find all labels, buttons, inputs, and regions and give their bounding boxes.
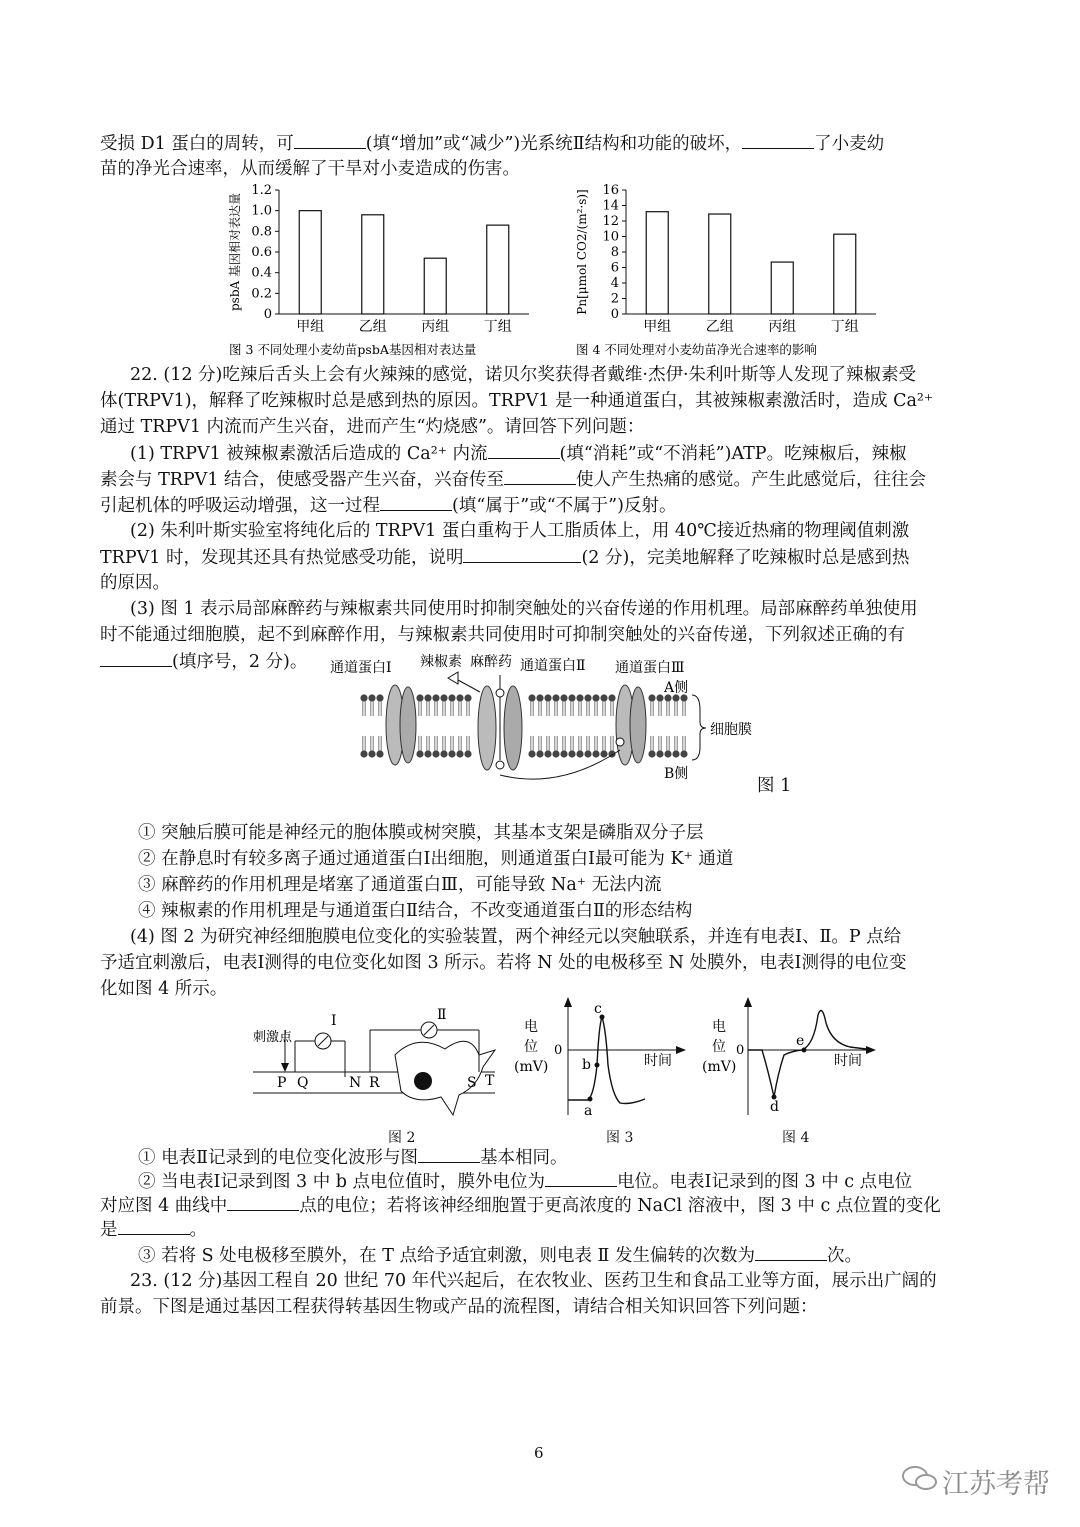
- lipid: [648, 736, 655, 758]
- category-label: 丙组: [768, 319, 797, 335]
- lipid: [544, 736, 551, 758]
- option-1: ① 突触后膜可能是神经元的胞体膜或树突膜，其基本支架是磷脂双分子层: [138, 823, 704, 843]
- lipid: [416, 694, 423, 716]
- q22-part2-line1: (2) 朱利叶斯实验室将纯化后的 TRPV1 蛋白重构于人工脂质体上，用 40℃接近热痛的物理阈值刺激: [130, 521, 910, 541]
- net-photosynthesis-chart: [572, 182, 902, 357]
- figure-3-caption: 图 3: [606, 1130, 634, 1146]
- y-axis-label: Pn[μmol CO2/(m²·s)]: [575, 189, 589, 315]
- lipid: [448, 736, 455, 758]
- sub-question-2-line1: ② 当电表Ⅰ记录到图 3 中 b 点电位值时，膜外电位为 电位。电表Ⅰ记录到的图 3 中 c 点电位: [138, 1168, 912, 1195]
- lipid: [664, 736, 671, 758]
- lipid: [528, 694, 535, 716]
- action-potential-curve: [568, 1017, 645, 1104]
- fig4-ylabel-2: 位: [712, 1039, 726, 1055]
- category-label: 丁组: [483, 319, 512, 335]
- sub-question-1: ① 电表Ⅱ记录到的电位变化波形与图 基本相同。: [138, 1144, 567, 1171]
- lipid: [544, 694, 551, 716]
- anesthetic-molecule-bottom: [496, 761, 504, 769]
- neuron-nucleus: [414, 1072, 432, 1090]
- q22-part1-line1: (1) TRPV1 被辣椒素激活后造成的 Ca²⁺ 内流 (填“消耗”或“不消耗”)ATP。吃辣椒后，辣椒: [130, 440, 907, 467]
- lipid: [568, 736, 575, 758]
- category-label: 乙组: [705, 319, 734, 335]
- lipid: [672, 736, 679, 758]
- sub-question-2-line2: 对应图 4 曲线中 点的电位；若将该神经细胞置于更高浓度的 NaCl 溶液中，图 3 中 c 点位置的变化: [100, 1192, 941, 1219]
- q22-part1-line3: 引起机体的呼吸运动增强，这一过程 (填“属于”或“不属于”)反射。: [100, 492, 676, 519]
- q22-part3-line3: (填序号，2 分)。: [100, 648, 307, 675]
- bar: [362, 215, 384, 314]
- label-capsaicin: 辣椒素: [420, 654, 462, 670]
- q22-part3-line1: (3) 图 1 表示局部麻醉药与辣椒素共同使用时抑制突触处的兴奋传递的作用机理。局部麻醉药单独使用: [130, 599, 918, 619]
- lipid: [424, 736, 431, 758]
- label-c: c: [594, 1001, 602, 1017]
- figure-1-caption: 图 1: [757, 776, 792, 796]
- option-2: ② 在静息时有较多离子通过通道蛋白Ⅰ出细胞，则通道蛋白Ⅰ最可能为 K⁺ 通道: [138, 849, 734, 869]
- label-N: N: [349, 1075, 362, 1091]
- point-a: [588, 1097, 593, 1102]
- lipid: [592, 694, 599, 716]
- q22-part4-line2: 予适宜刺激后，电表Ⅰ测得的电位变化如图 3 所示。若将 N 处的电极移至 N 处膜外，电表Ⅰ测得的电位变: [100, 953, 907, 973]
- label-side-b: B侧: [664, 766, 689, 782]
- lipid: [656, 736, 663, 758]
- label-R: R: [369, 1075, 380, 1091]
- option-4: ④ 辣椒素的作用机理是与通道蛋白Ⅱ结合，不改变通道蛋白Ⅱ的形态结构: [138, 901, 693, 921]
- lipid: [600, 694, 607, 716]
- q22-part4-line3: 化如图 4 所示。: [100, 979, 228, 999]
- capsaicin-triangle: [448, 672, 458, 684]
- label-channel-2: 通道蛋白Ⅱ: [520, 658, 586, 674]
- fig3-xlabel: 时间: [644, 1053, 672, 1069]
- lipid: [608, 736, 615, 758]
- anesthetic-molecule-top: [496, 689, 504, 697]
- point-b: [595, 1063, 600, 1068]
- figure-4-caption: 图 4: [782, 1130, 810, 1146]
- label-stim-point: 刺激点: [253, 1030, 293, 1045]
- option-3: ③ 麻醉药的作用机理是堵塞了通道蛋白Ⅲ，可能导致 Na⁺ 无法内流: [138, 875, 662, 895]
- lipid: [440, 736, 447, 758]
- label-meter-2: Ⅱ: [437, 1007, 447, 1023]
- lipid: [432, 694, 439, 716]
- page-number: 6: [534, 1444, 544, 1462]
- lipid: [360, 736, 367, 758]
- y-tick-label: 1.0: [251, 203, 272, 219]
- bar: [646, 212, 668, 314]
- lipid: [552, 694, 559, 716]
- lipid: [368, 736, 375, 758]
- lipid: [568, 694, 575, 716]
- intro-line-2: 苗的净光合速率，从而缓解了干旱对小麦造成的伤害。: [100, 159, 520, 179]
- q22-part2-line3: 的原因。: [100, 573, 170, 593]
- lipid: [368, 694, 375, 716]
- lipid: [576, 736, 583, 758]
- q22-stem-2: 体(TRPV1)，解释了吃辣椒时总是感到热的原因。TRPV1 是一种通道蛋白，其被辣椒素激活时，造成 Ca²⁺: [100, 391, 934, 411]
- label-channel-1: 通道蛋白Ⅰ: [330, 660, 392, 676]
- lipid: [680, 736, 687, 758]
- bar: [709, 214, 731, 314]
- y-tick-label: 1.2: [251, 183, 272, 198]
- label-a: a: [584, 1103, 593, 1119]
- lipid: [576, 694, 583, 716]
- label-membrane: 细胞膜: [710, 722, 752, 738]
- lipid: [424, 694, 431, 716]
- lipid: [536, 736, 543, 758]
- y-tick-label: 0.2: [251, 286, 272, 302]
- lipid: [440, 694, 447, 716]
- category-label: 乙组: [358, 319, 387, 335]
- y-axis-label: psbA 基因相对表达量: [228, 192, 242, 312]
- category-label: 甲组: [296, 319, 325, 335]
- bar: [424, 258, 446, 314]
- channel-protein-3: [616, 685, 646, 765]
- fig4-zero: 0: [736, 1043, 745, 1058]
- lipid: [584, 736, 591, 758]
- lipid: [448, 694, 455, 716]
- q22-part4-line1: (4) 图 2 为研究神经细胞膜电位变化的实验装置，两个神经元以突触联系，并连有电表Ⅰ、Ⅱ。P 点给: [130, 927, 902, 947]
- fig4-xlabel: 时间: [834, 1053, 862, 1069]
- figure-1-membrane: [320, 650, 800, 800]
- q23-line-1: 23. (12 分)基因工程自 20 世纪 70 年代兴起后，在农牧业、医药卫生和食品工业等方面，展示出广阔的: [130, 1271, 937, 1291]
- fig3-ylabel-2: 位: [524, 1039, 538, 1055]
- lipid: [584, 694, 591, 716]
- q23-line-2: 前景。下图是通过基因工程获得转基因生物或产品的流程图，请结合相关知识回答下列问题：: [100, 1297, 818, 1317]
- category-label: 甲组: [643, 319, 672, 335]
- label-S: S: [467, 1075, 477, 1091]
- lipid: [592, 736, 599, 758]
- q22-stem-3: 通过 TRPV1 内流而产生兴奋，进而产生“灼烧感”。请回答下列问题：: [100, 417, 645, 437]
- category-label: 丁组: [830, 319, 859, 335]
- label-meter-1: Ⅰ: [331, 1013, 337, 1029]
- y-tick-label: 6: [610, 260, 619, 276]
- label-e: e: [796, 1033, 805, 1049]
- y-tick-label: 4: [610, 276, 619, 291]
- anesthetic-molecule-ch3: [616, 738, 624, 746]
- lipid: [416, 736, 423, 758]
- figure-2-apparatus: [245, 1005, 505, 1120]
- fig3-zero: 0: [554, 1043, 563, 1058]
- label-T: T: [485, 1073, 495, 1089]
- wechat-icon: [900, 1463, 940, 1493]
- sub-question-2-line3: 是 。: [100, 1216, 207, 1243]
- chart-caption: 图 3 不同处理小麦幼苗psbA基因相对表达量: [229, 342, 477, 357]
- fig4-ylabel-1: 电: [712, 1019, 726, 1035]
- bar: [771, 262, 793, 314]
- y-tick-label: 0.6: [251, 245, 272, 260]
- capsaicin-arrow: [458, 680, 480, 692]
- lipid: [672, 694, 679, 716]
- lipid: [376, 694, 383, 716]
- y-tick-label: 2: [610, 291, 619, 307]
- lipid: [560, 694, 567, 716]
- lipid: [560, 736, 567, 758]
- lipid: [680, 694, 687, 716]
- figure-4-potential-curve: [690, 995, 880, 1120]
- lipid: [600, 736, 607, 758]
- lipid: [664, 694, 671, 716]
- y-tick-label: 0.4: [251, 265, 272, 281]
- channel-protein-1: [386, 685, 416, 765]
- label-anesthetic: 麻醉药: [470, 654, 512, 670]
- y-tick-label: 14: [602, 198, 619, 214]
- q22-part1-line2: 素会与 TRPV1 结合，使感受器产生兴奋，兴奋传至 使人产生热痛的感觉。产生此感觉后，往往会: [100, 466, 926, 493]
- lipid: [464, 736, 471, 758]
- label-b: b: [582, 1057, 591, 1073]
- label-channel-3: 通道蛋白Ⅲ: [615, 660, 685, 676]
- y-tick-label: 0.8: [251, 224, 272, 240]
- neuron-cell-body: [395, 1041, 495, 1115]
- figure-3-potential-curve: [510, 995, 690, 1120]
- chart-caption: 图 4 不同处理对小麦幼苗净光合速率的影响: [576, 342, 817, 357]
- bar: [487, 225, 509, 314]
- y-tick-label: 8: [610, 245, 619, 260]
- label-P: P: [277, 1075, 287, 1091]
- y-tick-label: 0: [263, 307, 272, 322]
- lipid: [360, 694, 367, 716]
- q22-stem-1: 22. (12 分)吃辣后舌头上会有火辣辣的感觉，诺贝尔奖获得者戴维·杰伊·朱利叶斯等人发现了辣椒素受: [130, 365, 917, 385]
- lipid: [608, 694, 615, 716]
- intro-line-1: 受损 D1 蛋白的周转，可 (填“增加”或“减少”)光系统Ⅱ结构和功能的破坏， 了小麦幼: [100, 130, 884, 157]
- lipid: [648, 694, 655, 716]
- lipid: [456, 736, 463, 758]
- fig3-unit: (mV): [514, 1059, 549, 1075]
- category-label: 丙组: [421, 319, 450, 335]
- bar: [834, 234, 856, 314]
- lipid: [552, 736, 559, 758]
- label-Q: Q: [297, 1075, 309, 1091]
- label-d: d: [770, 1099, 779, 1115]
- sub-question-3: ③ 若将 S 处电极移至膜外，在 T 点给予适宜刺激，则电表 Ⅱ 发生偏转的次数为 次。: [138, 1242, 862, 1269]
- psbA-expression-chart: [225, 182, 555, 357]
- lipid: [536, 694, 543, 716]
- brand-watermark: 江苏考帮: [942, 1469, 1050, 1500]
- y-tick-label: 0: [610, 307, 619, 322]
- figure-2-caption: 图 2: [388, 1130, 416, 1146]
- y-tick-label: 16: [602, 183, 619, 198]
- fig3-ylabel-1: 电: [524, 1019, 538, 1035]
- membrane-brace: [692, 695, 706, 760]
- lipid: [432, 736, 439, 758]
- lipid: [376, 736, 383, 758]
- q22-part3-line2: 时不能通过细胞膜，起不到麻醉作用，与辣椒素共同使用时可抑制突触处的兴奋传递，下列叙述正确的有: [100, 625, 905, 645]
- lipid: [656, 694, 663, 716]
- lipid: [464, 694, 471, 716]
- y-tick-label: 10: [602, 229, 619, 245]
- lipid: [456, 694, 463, 716]
- fig4-unit: (mV): [702, 1059, 737, 1075]
- label-side-a: A侧: [664, 680, 689, 696]
- y-tick-label: 12: [602, 214, 619, 229]
- q22-part2-line2: TRPV1 时，发现其还具有热觉感受功能，说明 (2 分)，完美地解释了吃辣椒时总是感到热: [100, 544, 909, 571]
- bar: [299, 211, 321, 314]
- lipid: [528, 736, 535, 758]
